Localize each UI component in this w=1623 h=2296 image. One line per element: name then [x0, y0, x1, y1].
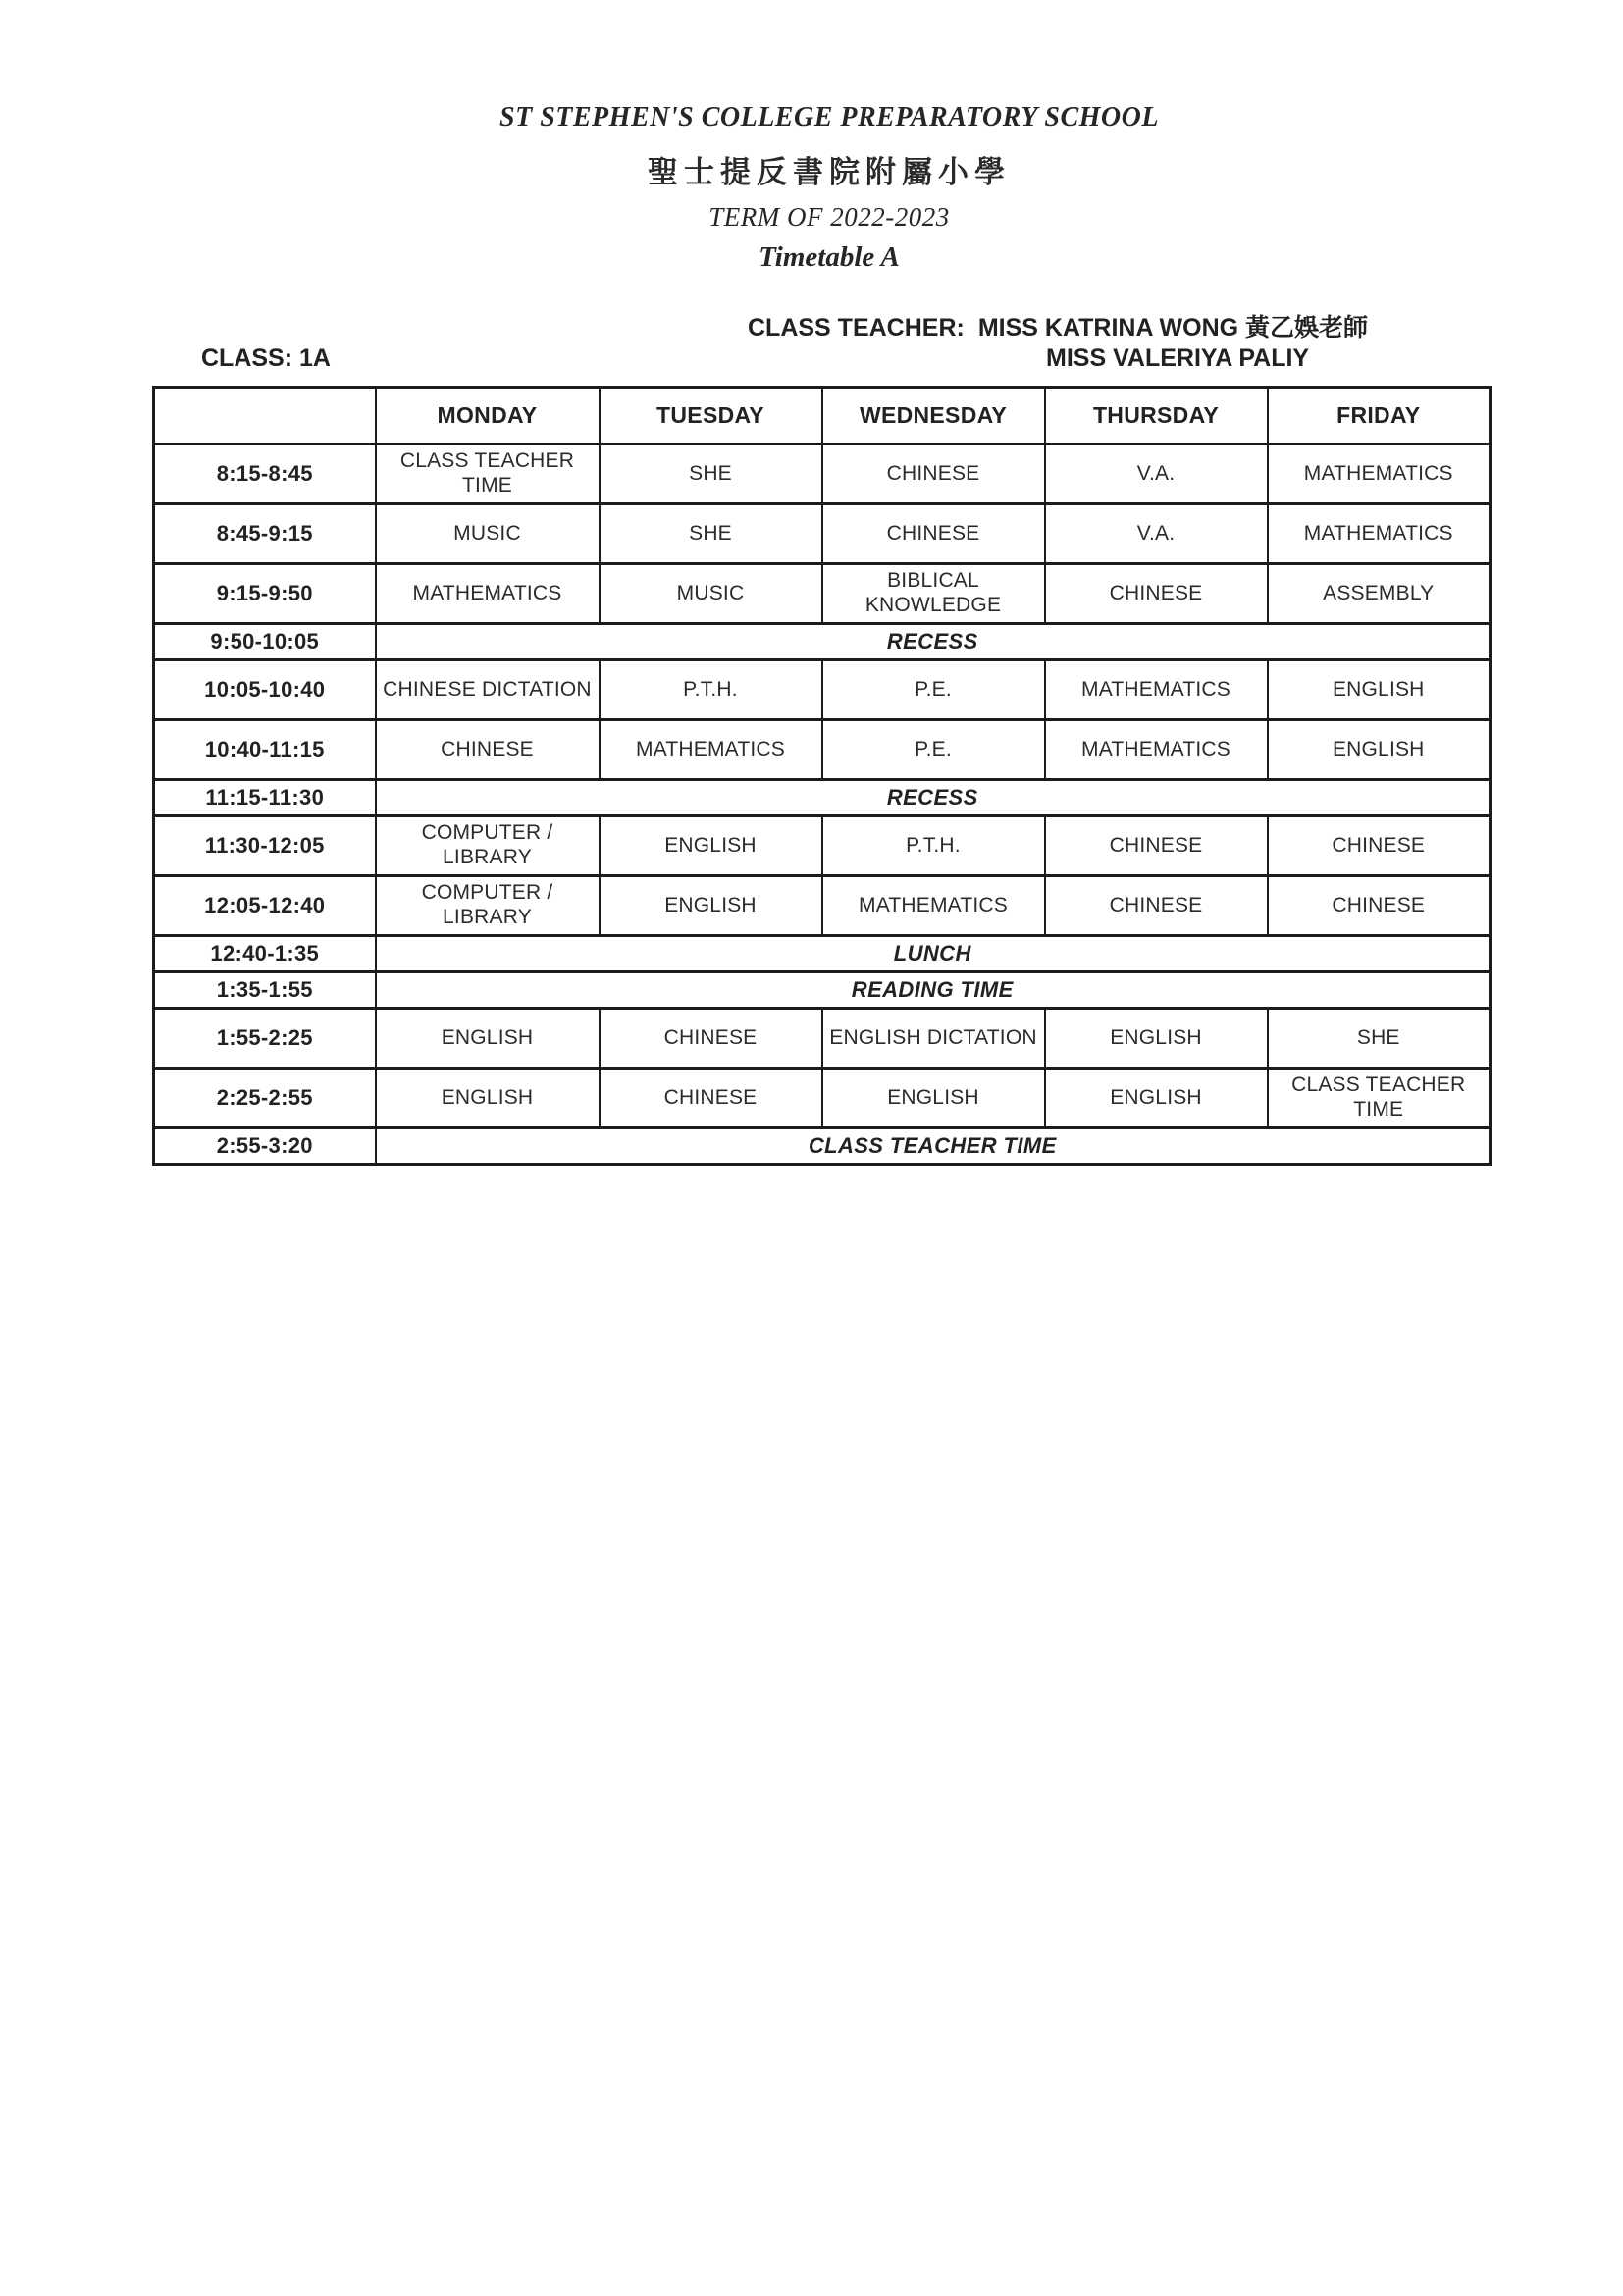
document-header [0, 102, 1623, 274]
subject-cell: CHINESE [1045, 564, 1268, 624]
subject-cell: ENGLISH [600, 816, 822, 876]
timetable-row [154, 972, 1491, 1009]
subject-cell: P.E. [822, 660, 1045, 720]
span-cell: LUNCH [376, 936, 1491, 972]
subject-cell: CHINESE [822, 504, 1045, 564]
subject-cell: MATHEMATICS [822, 876, 1045, 936]
subject-cell: P.E. [822, 720, 1045, 780]
time-cell: 9:15-9:50 [154, 564, 376, 624]
time-cell: 10:40-11:15 [154, 720, 376, 780]
subject-cell: MATHEMATICS [1045, 720, 1268, 780]
time-cell: 12:05-12:40 [154, 876, 376, 936]
class-teacher-line [748, 308, 1368, 343]
subject-cell: CHINESE [376, 720, 600, 780]
timetable-table [152, 386, 1492, 1166]
subject-cell: CLASS TEACHER TIME [1268, 1069, 1491, 1128]
timetable-row [154, 564, 1491, 624]
time-cell: 11:30-12:05 [154, 816, 376, 876]
day-header-row [154, 388, 1491, 444]
time-cell: 2:25-2:55 [154, 1069, 376, 1128]
subject-cell: ENGLISH [1268, 660, 1491, 720]
timetable-row [154, 660, 1491, 720]
subject-cell: ENGLISH [1045, 1069, 1268, 1128]
subject-cell: SHE [1268, 1009, 1491, 1069]
day-header-thursday: THURSDAY [1045, 388, 1268, 444]
subject-cell: ENGLISH [600, 876, 822, 936]
subject-cell: MATHEMATICS [376, 564, 600, 624]
time-cell: 9:50-10:05 [154, 624, 376, 660]
subject-cell: MATHEMATICS [1045, 660, 1268, 720]
subject-cell: V.A. [1045, 504, 1268, 564]
subject-cell: ENGLISH [1268, 720, 1491, 780]
day-header-monday: MONDAY [376, 388, 600, 444]
subject-cell: ASSEMBLY [1268, 564, 1491, 624]
timetable-row [154, 780, 1491, 816]
subject-cell: MATHEMATICS [1268, 504, 1491, 564]
subject-cell: MATHEMATICS [600, 720, 822, 780]
time-cell: 1:35-1:55 [154, 972, 376, 1009]
subject-cell: CHINESE [1045, 876, 1268, 936]
subject-cell: V.A. [1045, 444, 1268, 504]
subject-cell: BIBLICAL KNOWLEDGE [822, 564, 1045, 624]
subject-cell: CHINESE [1268, 816, 1491, 876]
timetable-row [154, 720, 1491, 780]
subject-cell: MUSIC [600, 564, 822, 624]
subject-cell: CHINESE [600, 1069, 822, 1128]
subject-cell: CLASS TEACHER TIME [376, 444, 600, 504]
subject-cell: ENGLISH [376, 1009, 600, 1069]
timetable-row [154, 1128, 1491, 1165]
class-teacher-label: CLASS TEACHER: [748, 314, 965, 341]
time-cell: 8:45-9:15 [154, 504, 376, 564]
time-cell: 1:55-2:25 [154, 1009, 376, 1069]
school-name-chinese: 聖士提反書院附屬小學 [648, 155, 1011, 189]
subject-cell: COMPUTER / LIBRARY [376, 816, 600, 876]
corner-cell [154, 388, 376, 444]
span-cell: RECESS [376, 780, 1491, 816]
day-header-tuesday: TUESDAY [600, 388, 822, 444]
timetable-row [154, 876, 1491, 936]
timetable-body [154, 444, 1491, 1165]
span-cell: RECESS [376, 624, 1491, 660]
time-cell: 11:15-11:30 [154, 780, 376, 816]
time-cell: 2:55-3:20 [154, 1128, 376, 1165]
span-cell: READING TIME [376, 972, 1491, 1009]
subject-cell: ENGLISH [1045, 1009, 1268, 1069]
subject-cell: P.T.H. [600, 660, 822, 720]
timetable-row [154, 504, 1491, 564]
subject-cell: P.T.H. [822, 816, 1045, 876]
class-label: CLASS: 1A [201, 344, 331, 372]
subject-cell: ENGLISH [822, 1069, 1045, 1128]
time-cell: 12:40-1:35 [154, 936, 376, 972]
timetable-row [154, 1069, 1491, 1128]
timetable-row [154, 816, 1491, 876]
span-cell: CLASS TEACHER TIME [376, 1128, 1491, 1165]
school-name-english: ST STEPHEN'S COLLEGE PREPARATORY SCHOOL [499, 102, 1159, 132]
timetable-row [154, 444, 1491, 504]
subject-cell: MATHEMATICS [1268, 444, 1491, 504]
timetable-title: Timetable A [759, 241, 900, 273]
subject-cell: SHE [600, 444, 822, 504]
subject-cell: ENGLISH [376, 1069, 600, 1128]
subject-cell: CHINESE DICTATION [376, 660, 600, 720]
subject-cell: COMPUTER / LIBRARY [376, 876, 600, 936]
class-teacher-name-2: MISS VALERIYA PALIY [1046, 344, 1310, 372]
subject-cell: MUSIC [376, 504, 600, 564]
subject-cell: CHINESE [1045, 816, 1268, 876]
term-title: TERM OF 2022-2023 [708, 202, 950, 232]
timetable-row [154, 936, 1491, 972]
subject-cell: CHINESE [600, 1009, 822, 1069]
time-cell: 8:15-8:45 [154, 444, 376, 504]
subject-cell: SHE [600, 504, 822, 564]
timetable-row [154, 1009, 1491, 1069]
subject-cell: CHINESE [822, 444, 1045, 504]
timetable-row [154, 624, 1491, 660]
time-cell: 10:05-10:40 [154, 660, 376, 720]
subject-cell: ENGLISH DICTATION [822, 1009, 1045, 1069]
subject-cell: CHINESE [1268, 876, 1491, 936]
class-teacher-name-1: MISS KATRINA WONG 黃乙娛老師 [977, 314, 1369, 341]
day-header-friday: FRIDAY [1268, 388, 1491, 444]
day-header-wednesday: WEDNESDAY [822, 388, 1045, 444]
